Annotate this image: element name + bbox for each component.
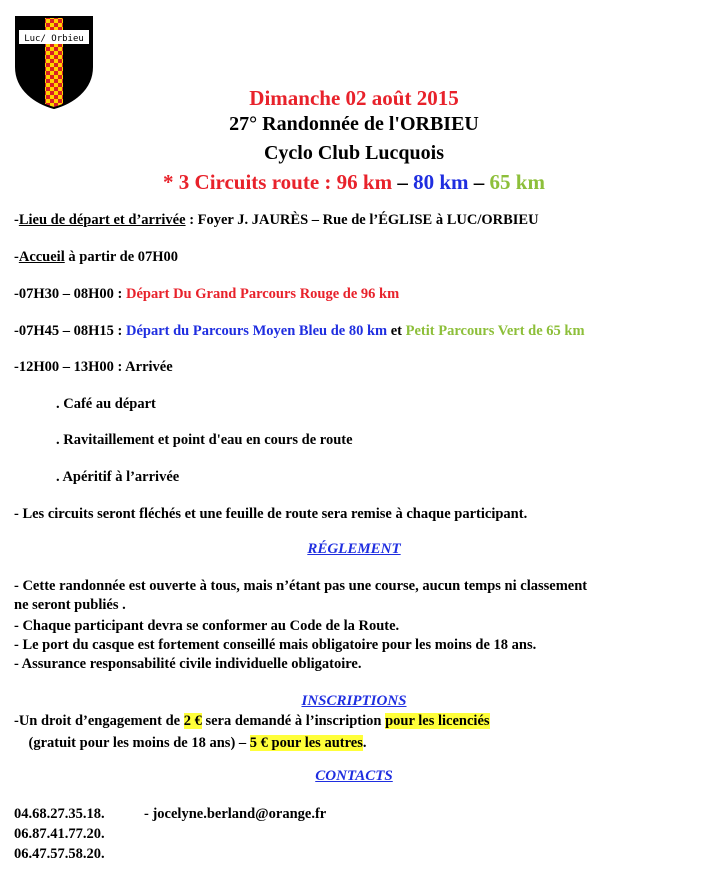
reglement-line: - Chaque participant devra se conformer au Code de la Route.	[14, 618, 400, 634]
accueil-value: à partir de 07H00	[64, 249, 179, 265]
inscriptions-heading: INSCRIPTIONS	[301, 693, 407, 709]
depart-green-text: Petit Parcours Vert de 65 km	[405, 323, 585, 339]
contacts-heading: CONTACTS	[315, 768, 393, 784]
fleches-line: - Les circuits seront fléchés et une feuille de route sera remise à chaque participant.	[14, 506, 528, 522]
price-autres: 5 € pour les autres	[249, 735, 363, 751]
inscription-line-1	[14, 713, 490, 730]
phone-number: 06.87.41.77.20.	[14, 826, 105, 842]
phone-number: 04.68.27.35.18.	[14, 806, 105, 822]
dash: –	[392, 170, 414, 194]
depart-blue-time: -07H45 – 08H15 :	[14, 323, 126, 339]
inscription-text: sera demandé à l’inscription	[201, 713, 386, 729]
lieu-label: Lieu de départ et d’arrivée	[18, 212, 186, 228]
lieu-value: : Foyer J. JAURÈS – Rue de l’ÉGLISE à LUC/ORBIEU	[185, 212, 539, 228]
inscription-text: -Un droit d’engagement de	[14, 713, 184, 729]
bullet-item: . Ravitaillement et point d'eau en cours de route	[56, 432, 353, 448]
club-name: Cyclo Club Lucquois	[263, 142, 445, 164]
inscription-text: (gratuit pour les moins de 18 ans) –	[14, 735, 250, 751]
email-prefix: -	[144, 806, 153, 822]
inscription-line-2	[14, 735, 366, 752]
bullet-item: . Café au départ	[56, 396, 156, 412]
reglement-heading: RÉGLEMENT	[307, 541, 401, 557]
email-line	[144, 806, 326, 823]
circuit-red-km: 96 km	[336, 170, 393, 194]
lieu-line	[14, 212, 539, 229]
depart-red-line	[14, 286, 399, 303]
depart-blue-text: Départ du Parcours Moyen Bleu de 80 km	[125, 323, 388, 339]
circuit-green-km: 65 km	[489, 170, 545, 194]
bullet-item: . Apéritif à l’arrivée	[56, 469, 180, 485]
depart-blue-green-line	[14, 323, 585, 340]
phone-number: 06.47.57.58.20.	[14, 846, 105, 862]
depart-red-time: -07H30 – 08H00 :	[14, 286, 126, 302]
reglement-line: - Assurance responsabilité civile individuelle obligatoire.	[14, 656, 362, 672]
dash: -	[14, 249, 19, 265]
depart-and: et	[387, 323, 406, 339]
licencies-highlight: pour les licenciés	[385, 713, 490, 729]
arrivee-line: -12H00 – 13H00 : Arrivée	[14, 359, 173, 375]
accueil-line	[14, 249, 178, 266]
circuit-blue-km: 80 km	[413, 170, 469, 194]
circuits-prefix: * 3 Circuits route :	[163, 170, 337, 194]
event-date: Dimanche 02 août 2015	[249, 86, 459, 110]
accueil-label: Accueil	[18, 249, 65, 265]
circuits-summary	[0, 170, 708, 195]
dash: -	[14, 212, 19, 228]
dash: –	[468, 170, 490, 194]
event-title: 27° Randonnée de l'ORBIEU	[229, 113, 479, 135]
shield-label: Luc/ Orbieu	[24, 34, 84, 44]
email-address: jocelyne.berland@orange.fr	[152, 806, 327, 822]
price-licencies: 2 €	[183, 713, 202, 729]
depart-red-text: Départ Du Grand Parcours Rouge de 96 km	[125, 286, 400, 302]
inscription-text: .	[362, 735, 367, 751]
reglement-line: - Cette randonnée est ouverte à tous, mais n’étant pas une course, aucun temps ni classement	[14, 578, 588, 594]
reglement-line: - Le port du casque est fortement conseillé mais obligatoire pour les moins de 18 ans.	[14, 637, 537, 653]
reglement-line: ne seront publiés .	[14, 597, 126, 613]
